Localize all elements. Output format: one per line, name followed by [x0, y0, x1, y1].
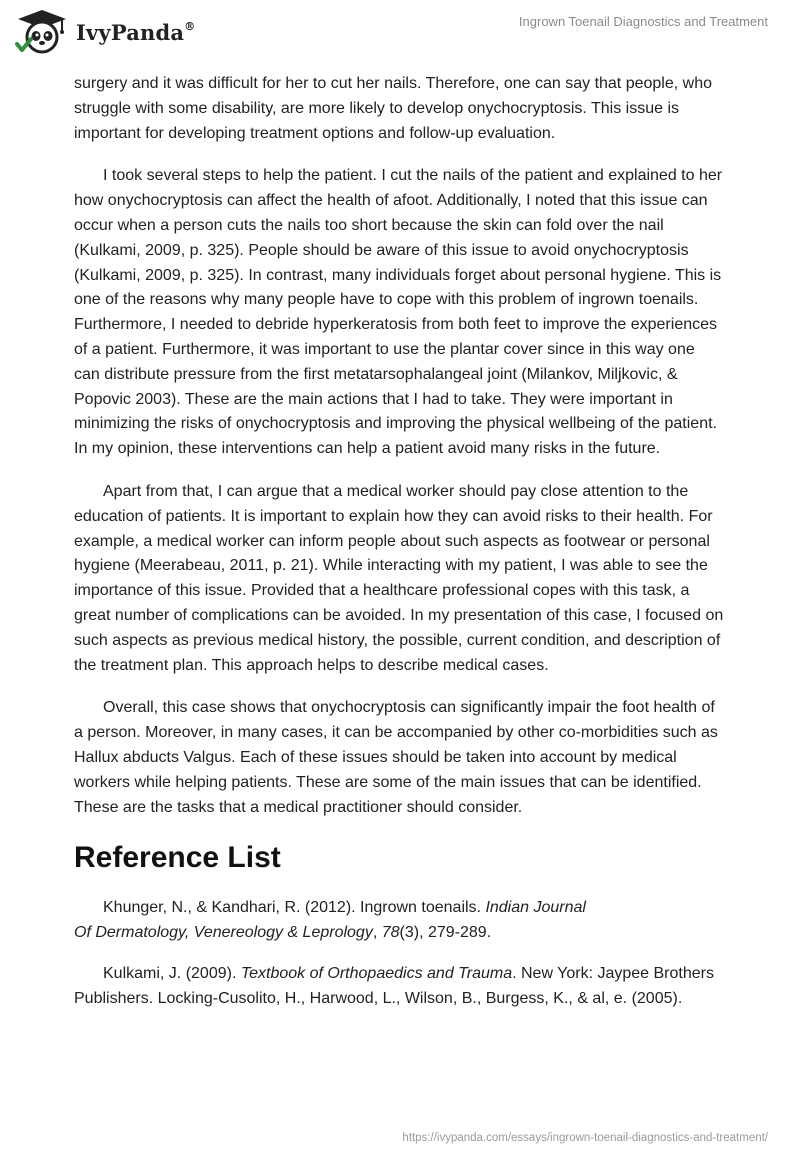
page-header: [0, 0, 800, 70]
document-title: Ingrown Toenail Diagnostics and Treatment: [518, 14, 768, 29]
paragraph: I took several steps to help the patient. I cut the nails of the patient and explained to her how onychocryptosis can affect the health of afoot. Additionally, I noted that this issue can occur when a person cuts the nails too short because the skin can fold over the nail (Kulkami, 2009, p. 325). People should be aware of this issue to avoid onychocryptosis (Kulkami, 2009, p. 325). In contrast, many individuals forget about personal hygiene. This is one of the reasons why many people have to cope with this problem of ingrown toenails. Furthermore, I needed to debride hyperkeratosis from both feet to improve the experiences of a patient. Furthermore, it was important to use the plantar cover since in this way one can distribute pressure from the first metatarsophalangeal joint (Milankov, Miljkovic, & Popovic 2003). These are the main actions that I had to take. They were important in minimizing the risks of onychocryptosis and improving the physical wellbeing of the patient. In my opinion, these interventions can help a patient avoid many risks in the future.: [74, 167, 723, 458]
paragraph: Apart from that, I can argue that a medical worker should pay close attention to the education of patients. It is important to explain how they can avoid risks to their health. For example, a medical worker can inform people about such aspects as footwear or personal hygiene (Meerabeau, 2011, p. 21). While interacting with my patient, I was able to see the importance of this issue. Provided that a healthcare professional copes with this task, a great number of complications can be avoided. In my presentation of this case, I focused on such aspects as previous medical history, the possible, current condition, and description of the treatment plan. This approach helps to describe medical cases.: [74, 482, 724, 674]
reference-item: Kulkami, J. (2009). Textbook of Orthopaedics and Trauma. New York: Jaypee Brothers Publishers. Locking-Cusolito, H., Harwood, L., Wilson, B., Burgess, K., & al, e. (2005).: [74, 964, 714, 1007]
reference-item: Khunger, N., & Kandhari, R. (2012). Ingrown toenails. Indian Journal Of Dermatology, Venereology & Leprology, 78(3), 279-289.: [74, 899, 586, 942]
brand-name: IvyPanda®: [76, 19, 196, 45]
essay-content: [74, 72, 724, 1028]
reference-list-heading: Reference List: [74, 841, 281, 875]
source-url[interactable]: https://ivypanda.com/essays/ingrown-toenail-diagnostics-and-treatment/: [402, 1132, 768, 1144]
paragraph: Overall, this case shows that onychocryptosis can significantly impair the foot health of a person. Moreover, in many cases, it can be accompanied by other co-morbidities such as Hallux abducts Valgus. Each of these issues should be taken into account by medical workers while helping patients. These are some of the main issues that can be identified. These are the tasks that a medical practitioner should consider.: [74, 699, 718, 816]
panda-graduate-icon: [14, 8, 70, 56]
paragraph: surgery and it was difficult for her to cut her nails. Therefore, one can say that people, who struggle with some disability, are more likely to develop onychocryptosis. This issue is important for developing treatment options and follow-up evaluation.: [74, 75, 712, 142]
ivypanda-logo[interactable]: [14, 8, 195, 56]
